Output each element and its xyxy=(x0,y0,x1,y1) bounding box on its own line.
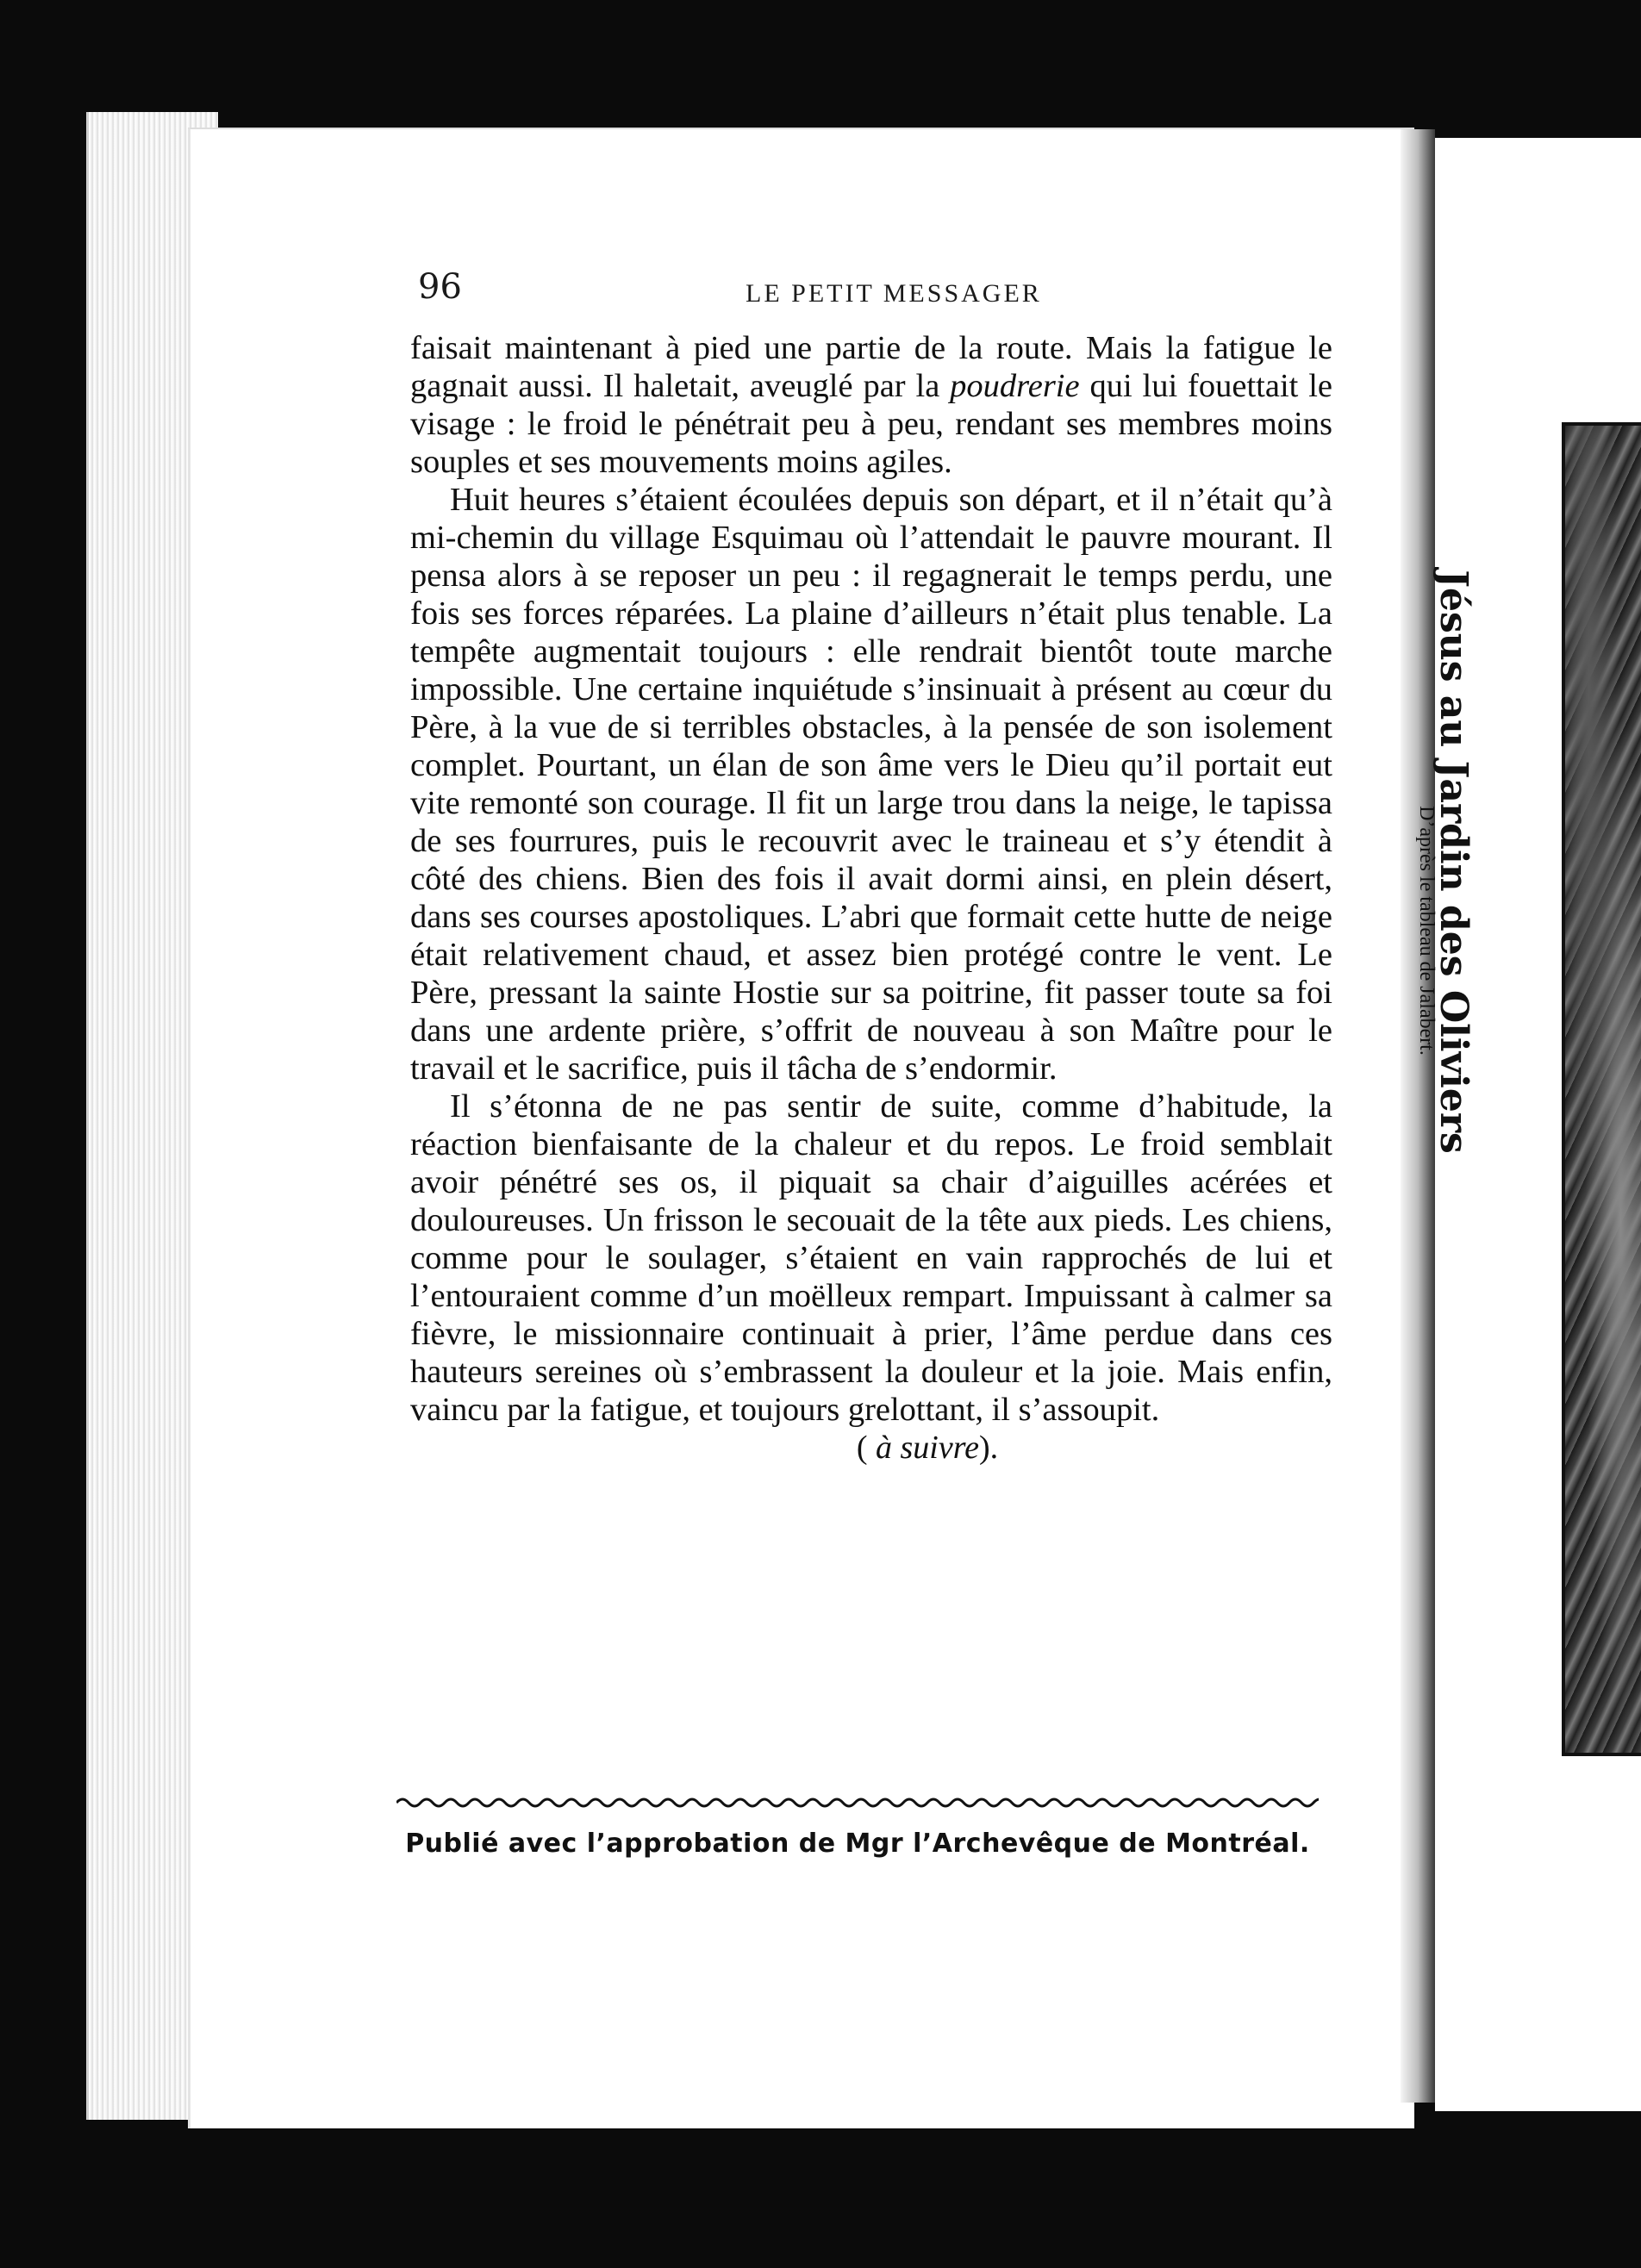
page-header xyxy=(418,267,1332,319)
illustration-title: Jésus au Jardin des Oliviers xyxy=(1432,570,1476,1154)
wavy-divider xyxy=(396,1792,1319,1813)
paragraph-1: faisait maintenant à pied une partie de la route. Mais la fatigue le gagnait aussi. Il haletait, aveuglé par la poudrerie qui lui fouettait le visage : le froid le pénétrait peu à peu, rendant ses membres moins souples et ses mouvements moins agiles. xyxy=(410,330,1332,480)
illustration-caption: D’après le tableau de Jalabert. xyxy=(1415,806,1438,1056)
to-be-continued: ( à suivre). xyxy=(856,1430,999,1466)
running-head: LE PETIT MESSAGER xyxy=(746,279,1042,308)
page-number: 96 xyxy=(418,267,462,307)
italic-word: poudrerie xyxy=(950,368,1080,404)
engraving-illustration xyxy=(1562,422,1641,1756)
approbation-note: Publié avec l’approbation de Mgr l’Archevêque de Montréal. xyxy=(405,1829,1310,1859)
paragraph-3: Il s’étonna de ne pas sentir de suite, comme d’habitude, la réaction bienfaisante de la chaleur et du repos. Le froid semblait avoir pénétré ses os, il piquait sa chair d’aiguilles acérées et douloureuses. Un frisson le secouait de la tête aux pieds. Les chiens, comme pour le soulager, s’étaient en vain rapprochés de lui et l’entouraient comme d’un moëlleux rempart. Impuissant à calmer sa fièvre, le missionnaire continuait à prier, l’âme perdue dans ces hauteurs sereines où s’embrassent la douleur et la joie. Mais enfin, vaincu par la fatigue, et toujours grelottant, il s’assoupit. xyxy=(410,1088,1332,1428)
paragraph-2: Huit heures s’étaient écoulées depuis son départ, et il n’était qu’à mi-chemin du village Esquimau où l’attendait le pauvre mourant. Il pensa alors à se reposer un peu : il regagnerait le temps perdu, une fois ses forces réparées. La plaine d’ailleurs n’était plus tenable. La tempête augmentait toujours : elle rendrait bientôt toute marche impossible. Une certaine inquiétude s’insinuait à présent au cœur du Père, à la vue de si terribles obstacles, à la pensée de son isolement complet. Pourtant, un élan de son âme vers le Dieu qu’il portait eut vite remonté son courage. Il fit un large trou dans la neige, le tapissa de ses fourrures, puis le recouvrit avec le traineau et s’y étendit à côté des chiens. Bien des fois il avait dormi ainsi, en plein désert, dans ses courses apostoliques. L’abri que formait cette hutte de neige était relativement chaud, et assez bien protégé contre le vent. Le Père, pressant la sainte Hostie sur sa poitrine, fit passer toute sa foi dans une ardente prière, s’offrit de nouveau à son Maître pour le travail et le sacrifice, puis il tâcha de s’endormir. xyxy=(410,482,1332,1087)
article-text xyxy=(410,329,1332,1467)
